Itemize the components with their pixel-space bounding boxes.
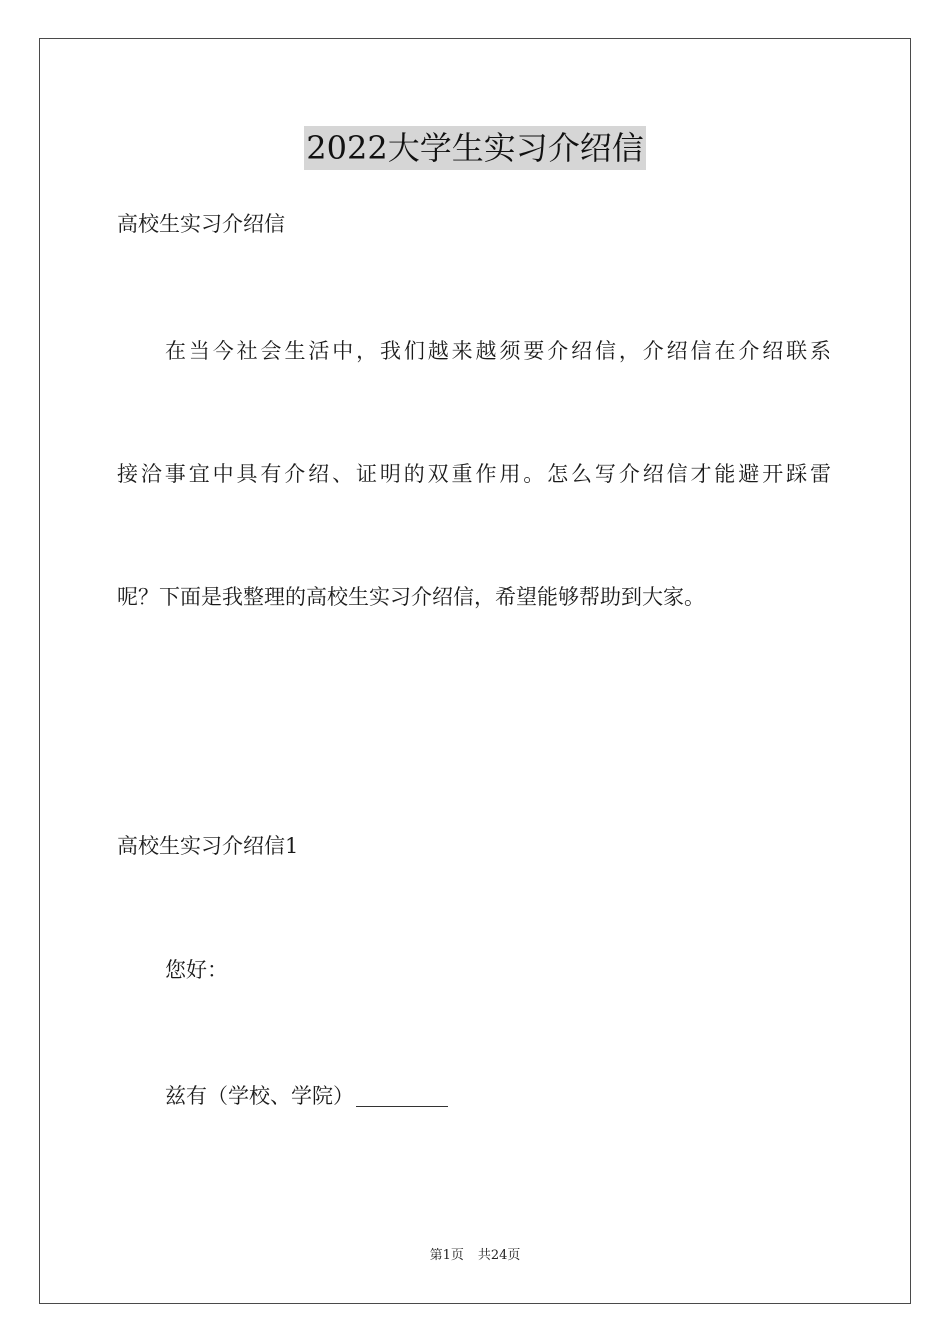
page-number: 第1页 [429,1248,464,1263]
greeting: 您好： [165,958,228,982]
body-line-text: 兹有（学校、学院） [165,1084,354,1108]
intro-line-1: 在当今社会生活中，我们越来越须要介绍信，介绍信在介绍联系 [165,339,831,363]
page-footer [0,1247,950,1265]
document-title: 2022大学生实习介绍信 [304,126,645,170]
body-line [165,1081,448,1111]
page-total: 共24页 [477,1248,521,1263]
section-heading: 高校生实习介绍信1 [117,834,299,858]
intro-line-3: 呢？下面是我整理的高校生实习介绍信，希望能够帮助到大家。 [117,585,705,609]
title-container [0,126,950,170]
intro-line-2: 接洽事宜中具有介绍、证明的双重作用。怎么写介绍信才能避开踩雷 [117,462,831,486]
subtitle: 高校生实习介绍信 [117,212,285,236]
fill-in-blank [356,1084,448,1107]
